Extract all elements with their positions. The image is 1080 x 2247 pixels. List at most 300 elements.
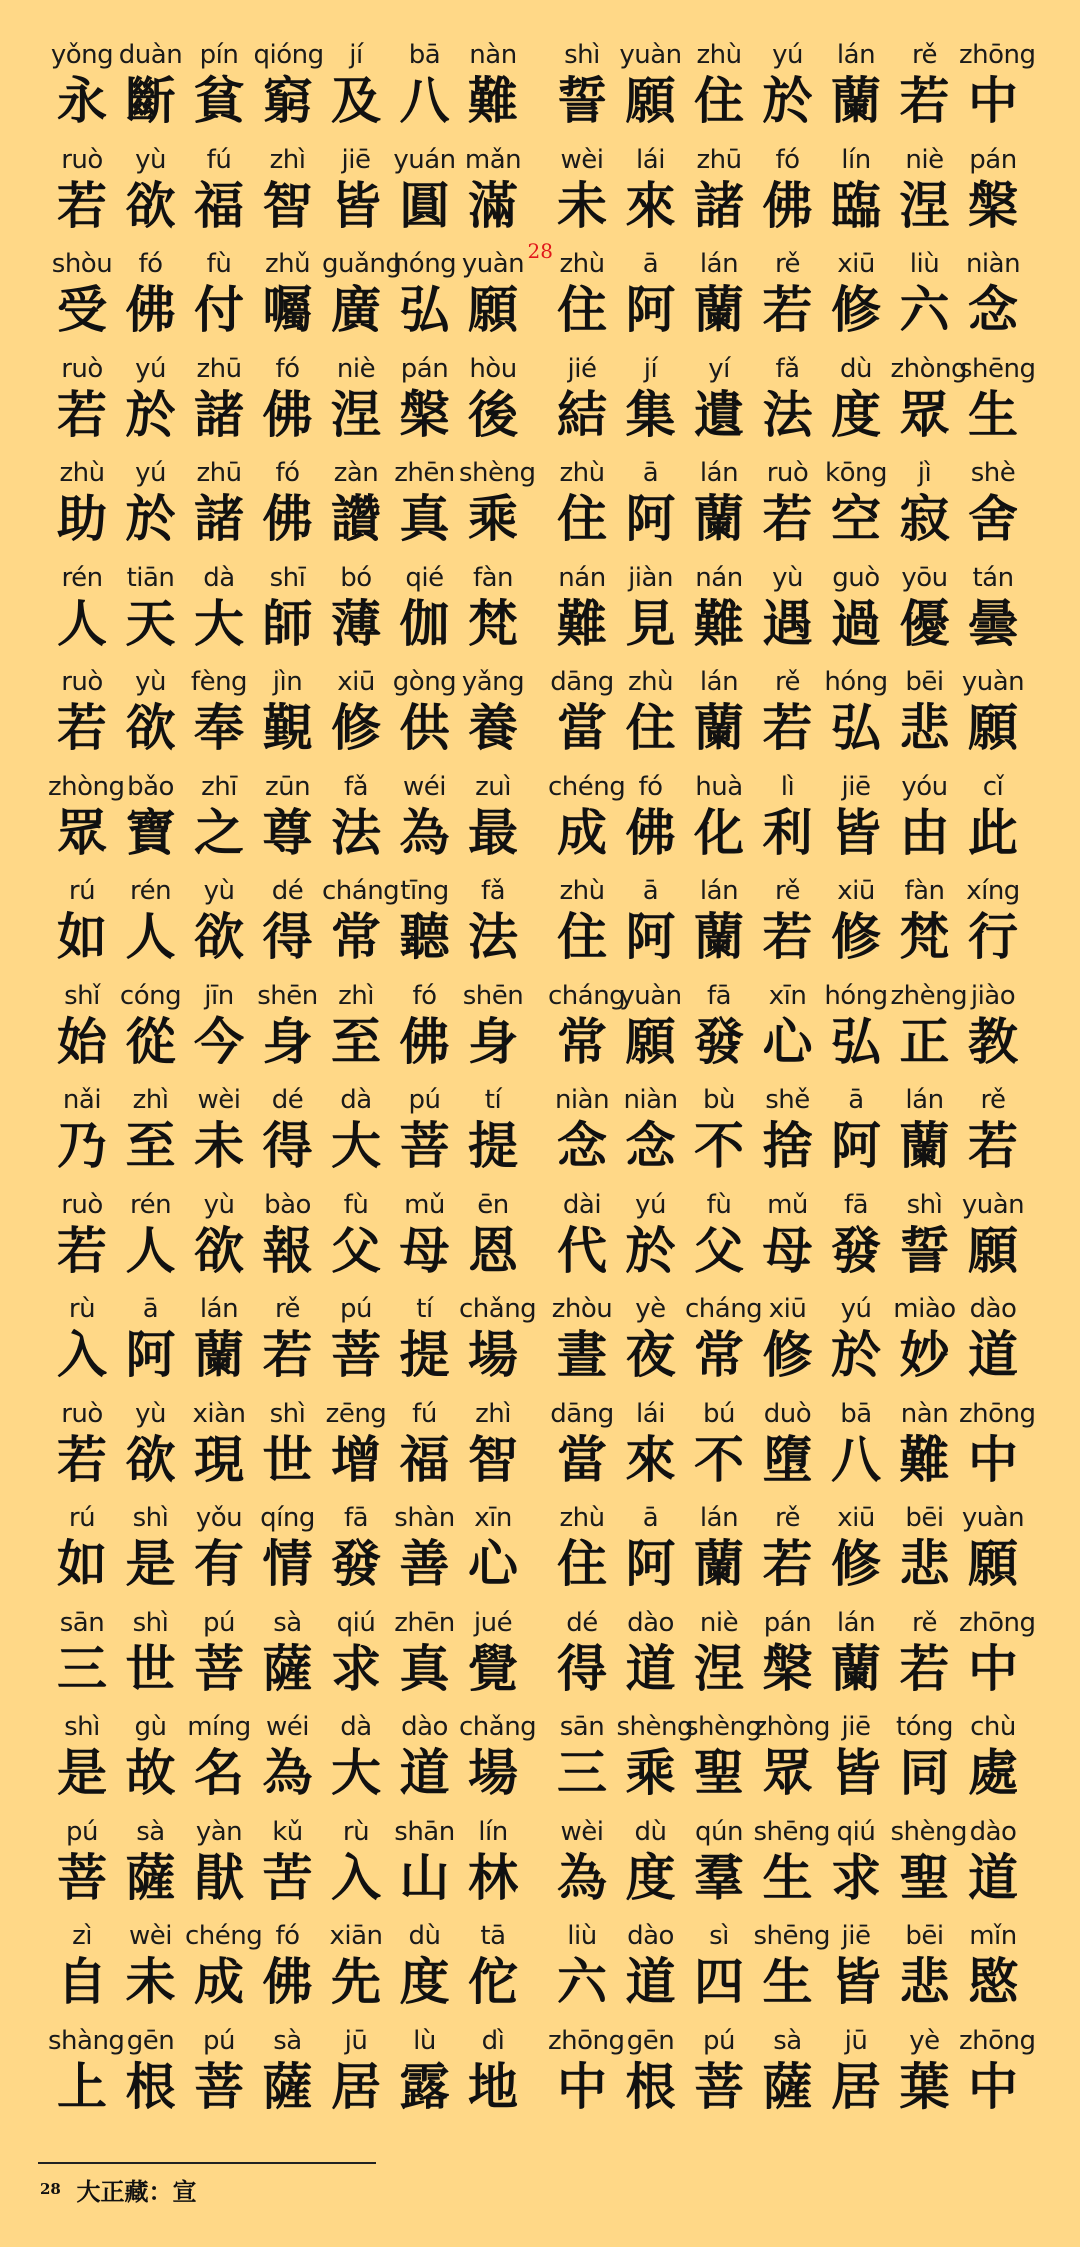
syllable [391, 1919, 459, 2011]
pinyin: yōu [901, 562, 948, 593]
hanzi: 菩 [194, 1639, 244, 1698]
pinyin: zhōng [959, 1398, 1036, 1429]
pinyin: shàn [394, 1503, 455, 1533]
pinyin: dào [401, 1712, 448, 1742]
hanzi: 智 [468, 1430, 518, 1489]
syllable [548, 38, 616, 130]
pinyin: jū [344, 2025, 368, 2056]
hanzi: 住 [557, 490, 607, 548]
hanzi: 欲 [125, 1430, 176, 1489]
pinyin: zhū [196, 353, 242, 384]
hanzi: 由 [899, 803, 950, 862]
hanzi: 佗 [468, 1953, 518, 2011]
pinyin: dé [566, 1607, 598, 1638]
syllable [322, 38, 390, 130]
hanzi: 發 [694, 1012, 744, 1071]
hanzi: 生 [762, 1848, 813, 1907]
pinyin: rú [68, 876, 96, 906]
syllable [48, 1188, 116, 1280]
pinyin: jiē [841, 1921, 871, 1951]
pinyin: míng [187, 1712, 251, 1742]
syllable [185, 456, 253, 548]
pinyin: sà [273, 2025, 302, 2056]
pinyin: nǎi [62, 1085, 102, 1115]
pinyin: bēi [905, 1921, 944, 1951]
pinyin: lán [836, 1607, 876, 1638]
pinyin: yuàn [461, 249, 525, 279]
syllable [322, 1397, 390, 1489]
syllable [459, 1919, 527, 2011]
pinyin: pú [340, 1294, 372, 1324]
hanzi: 人 [125, 1221, 176, 1280]
pinyin: niè [905, 144, 944, 175]
hanzi: 助 [57, 490, 107, 548]
pinyin: bǎo [127, 771, 174, 802]
hanzi: 發 [831, 1221, 881, 1280]
hanzi: 於 [831, 1326, 881, 1384]
hanzi: 難 [557, 594, 607, 653]
pinyin: xiū [837, 1503, 875, 1533]
pinyin: yí [708, 353, 730, 384]
syllable [117, 1815, 185, 1907]
syllable [185, 561, 253, 653]
pinyin: dù [634, 1816, 667, 1847]
hanzi: 從 [125, 1012, 176, 1071]
pinyin: rén [129, 876, 172, 906]
pinyin: rě [911, 1607, 938, 1638]
hanzi: 弘 [399, 281, 450, 339]
pinyin: fù [206, 249, 232, 279]
syllable [822, 1815, 890, 1907]
pinyin: dì [481, 2025, 505, 2056]
hanzi: 不 [694, 1430, 744, 1489]
syllable [459, 979, 527, 1071]
pinyin: nán [695, 562, 743, 593]
syllable [891, 1188, 959, 1280]
pinyin: pán [763, 1607, 812, 1638]
hanzi: 入 [57, 1326, 107, 1384]
hanzi: 未 [125, 1953, 176, 2011]
hanzi: 斷 [125, 72, 176, 130]
hanzi: 諸 [194, 490, 244, 548]
pinyin: rě [774, 667, 801, 697]
syllable [48, 143, 116, 235]
pinyin: rě [774, 1503, 801, 1533]
hanzi: 聽 [399, 908, 450, 966]
pinyin: fù [706, 1189, 732, 1220]
syllable [548, 1606, 616, 1698]
hanzi: 利 [762, 803, 813, 862]
hanzi: 世 [262, 1430, 313, 1489]
hanzi: 滿 [468, 176, 518, 235]
syllable [891, 1606, 959, 1698]
syllable [254, 456, 322, 548]
pinyin: dà [340, 1712, 372, 1742]
hanzi: 圓 [399, 176, 450, 235]
pinyin: shī [269, 562, 306, 593]
pinyin: yuàn [961, 1189, 1025, 1220]
hanzi: 捨 [762, 1117, 813, 1175]
syllable [254, 352, 322, 444]
hanzi: 聖 [899, 1848, 950, 1907]
pinyin: zhēn [394, 458, 455, 488]
hanzi: 來 [625, 1430, 676, 1489]
pinyin: shān [394, 1816, 455, 1847]
hanzi: 晝 [557, 1326, 607, 1384]
pinyin: shèng [459, 458, 536, 488]
pinyin: ruò [61, 144, 103, 175]
syllable [459, 143, 527, 235]
syllable [185, 979, 253, 1071]
pinyin: lì [780, 771, 795, 802]
syllable [754, 1606, 822, 1698]
hanzi: 四 [694, 1953, 744, 2011]
syllable [959, 1501, 1027, 1593]
pinyin: niàn [554, 1085, 610, 1115]
pinyin: jiē [841, 771, 871, 802]
pinyin: lán [699, 458, 739, 488]
syllable [322, 352, 390, 444]
hanzi: 居 [831, 2057, 881, 2116]
syllable [617, 38, 685, 130]
hanzi: 受 [57, 281, 107, 339]
pinyin: fó [775, 144, 800, 175]
hanzi: 蘭 [831, 72, 881, 130]
pinyin: yuàn [619, 40, 682, 70]
pinyin: pín [199, 40, 239, 70]
pinyin: niàn [965, 249, 1021, 279]
pinyin: fú [206, 144, 232, 175]
syllable [254, 143, 322, 235]
syllable [548, 247, 616, 339]
pinyin: dù [408, 1921, 441, 1951]
pinyin: guò [832, 562, 880, 593]
footnote-marker[interactable]: 28 [527, 239, 553, 263]
pinyin: gēn [126, 2025, 175, 2056]
syllable [685, 561, 753, 653]
syllable [959, 456, 1027, 548]
pinyin: cháng [685, 1294, 763, 1324]
pinyin: zhì [338, 980, 374, 1011]
hanzi: 囑 [262, 281, 313, 339]
hanzi: 欲 [194, 908, 244, 966]
syllable [185, 1815, 253, 1907]
hanzi: 住 [557, 281, 607, 339]
syllable [548, 665, 616, 757]
pinyin: shì [269, 1398, 306, 1429]
pinyin: niàn [623, 1085, 678, 1115]
syllable [753, 1815, 831, 1907]
hanzi: 求 [831, 1848, 881, 1907]
syllable [185, 38, 253, 130]
hanzi: 地 [468, 2057, 518, 2116]
syllable [617, 1292, 685, 1384]
hanzi: 集 [625, 385, 676, 444]
pinyin: lán [699, 1503, 739, 1533]
pinyin: dé [271, 1085, 304, 1115]
syllable [822, 1919, 890, 2011]
hanzi: 之 [194, 803, 244, 862]
verse-line [48, 1710, 537, 1815]
hanzi: 廣 [331, 281, 381, 339]
hanzi: 愍 [968, 1953, 1018, 2011]
pinyin: jì [917, 458, 932, 488]
pinyin: ā [642, 876, 659, 906]
pinyin: jiē [841, 1712, 871, 1742]
syllable [322, 1710, 390, 1802]
pinyin: ā [642, 458, 659, 488]
syllable [322, 1501, 390, 1593]
hanzi: 當 [557, 699, 607, 757]
hanzi: 入 [331, 1848, 381, 1907]
hanzi: 世 [125, 1639, 176, 1698]
syllable [685, 143, 753, 235]
hanzi: 未 [194, 1117, 244, 1175]
pinyin: kōng [825, 458, 887, 488]
hanzi: 蘭 [694, 1535, 744, 1593]
syllable [685, 1710, 762, 1802]
pinyin: yuàn [961, 667, 1025, 697]
syllable [617, 1501, 685, 1593]
syllable [254, 665, 322, 757]
syllable [48, 1083, 116, 1175]
pinyin: zhì [132, 1085, 169, 1115]
syllable [891, 1501, 959, 1593]
syllable [685, 1606, 753, 1698]
pinyin: bā [840, 1398, 872, 1429]
pinyin: yú [635, 1189, 666, 1220]
syllable [753, 1919, 831, 2011]
pinyin: shèng [616, 1712, 694, 1742]
pinyin: shǐ [64, 980, 100, 1011]
syllable [117, 247, 185, 339]
pinyin: sà [136, 1816, 165, 1847]
pinyin: pú [703, 2025, 735, 2056]
pinyin: zhòng [753, 1712, 831, 1742]
hanzi: 中 [968, 1430, 1018, 1489]
syllable [685, 1501, 753, 1593]
hanzi: 遺 [694, 385, 744, 444]
syllable [391, 456, 459, 548]
syllable [459, 1083, 527, 1175]
syllable [391, 2024, 459, 2116]
syllable [685, 1815, 753, 1907]
syllable [391, 1606, 459, 1698]
hanzi: 窮 [262, 72, 313, 130]
hanzi: 始 [57, 1012, 107, 1071]
syllable [685, 247, 753, 339]
syllable [685, 38, 753, 130]
syllable [548, 1083, 616, 1175]
pinyin: chù [970, 1712, 1016, 1742]
hanzi: 菩 [194, 2057, 244, 2116]
syllable [185, 1710, 253, 1802]
hanzi: 場 [468, 1326, 518, 1384]
hanzi: 貧 [194, 72, 244, 130]
hanzi: 若 [57, 699, 107, 757]
hanzi: 未 [557, 176, 607, 235]
syllable [117, 1606, 185, 1698]
syllable [548, 1292, 616, 1384]
hanzi: 生 [762, 1953, 813, 2011]
syllable [616, 1710, 694, 1802]
pinyin: fàn [904, 876, 945, 906]
hanzi: 六 [899, 281, 950, 339]
pinyin: jū [844, 2025, 868, 2056]
syllable [391, 247, 459, 339]
syllable [459, 38, 527, 130]
hanzi: 若 [57, 1221, 107, 1280]
pinyin: jīn [204, 980, 234, 1011]
syllable [754, 1188, 822, 1280]
pinyin: liù [909, 249, 940, 279]
pinyin: fèng [190, 667, 248, 697]
syllable [48, 1501, 116, 1593]
hanzi: 蘭 [194, 1326, 244, 1384]
syllable [891, 2024, 959, 2116]
hanzi: 蘭 [899, 1117, 950, 1175]
hanzi: 六 [557, 1953, 607, 2011]
hanzi: 至 [125, 1117, 176, 1175]
pinyin: qiú [836, 1816, 876, 1847]
syllable [459, 874, 527, 966]
syllable [254, 1083, 322, 1175]
hanzi: 成 [557, 803, 607, 862]
syllable [891, 143, 959, 235]
syllable [48, 2024, 125, 2116]
pinyin: shēng [753, 1816, 831, 1847]
pinyin: wéi [403, 771, 446, 802]
hanzi: 涅 [331, 385, 381, 444]
hanzi: 皆 [831, 803, 881, 862]
hanzi: 若 [57, 385, 107, 444]
hanzi: 菩 [331, 1326, 381, 1384]
pinyin: tí [416, 1294, 433, 1324]
pinyin: fó [638, 771, 663, 802]
hanzi: 母 [762, 1221, 813, 1280]
pinyin: zhōng [959, 1607, 1036, 1638]
hanzi: 舍 [968, 490, 1018, 548]
pinyin: xiū [837, 876, 875, 906]
hanzi: 寶 [125, 803, 176, 862]
syllable [617, 1397, 685, 1489]
hanzi: 願 [968, 1221, 1018, 1280]
hanzi: 福 [399, 1430, 450, 1489]
syllable [254, 1501, 322, 1593]
syllable [48, 561, 116, 653]
pinyin: dāng [550, 1398, 614, 1429]
syllable [548, 770, 626, 862]
syllable [459, 456, 536, 548]
syllable [391, 874, 459, 966]
pinyin: xīn [768, 980, 807, 1011]
hanzi: 過 [831, 594, 881, 653]
pinyin: hóng [392, 249, 457, 279]
pinyin: dài [562, 1189, 602, 1220]
hanzi: 念 [557, 1117, 607, 1175]
hanzi: 法 [762, 385, 813, 444]
verse-line [548, 1815, 1028, 1920]
hanzi: 道 [968, 1848, 1018, 1907]
hanzi: 猒 [194, 1848, 244, 1907]
hanzi: 曇 [968, 594, 1018, 653]
hanzi: 為 [262, 1744, 313, 1802]
hanzi: 養 [468, 699, 518, 757]
hanzi: 法 [468, 908, 518, 966]
syllable [48, 665, 116, 757]
hanzi: 菩 [694, 2057, 744, 2116]
hanzi: 欲 [194, 1221, 244, 1280]
syllable [822, 1710, 890, 1802]
syllable [822, 1397, 890, 1489]
syllable [685, 1919, 753, 2011]
hanzi: 念 [625, 1117, 676, 1175]
syllable [391, 1815, 459, 1907]
pinyin: huà [695, 771, 743, 802]
hanzi: 欲 [125, 699, 176, 757]
pinyin: ruò [61, 1398, 103, 1429]
syllable [117, 665, 185, 757]
syllable [548, 352, 616, 444]
hanzi: 悲 [899, 699, 950, 757]
hanzi: 得 [262, 1117, 313, 1175]
pinyin: fǎ [343, 771, 369, 802]
syllable [822, 143, 890, 235]
pinyin: zì [72, 1921, 92, 1951]
pinyin: fàn [472, 562, 514, 593]
hanzi: 覲 [262, 699, 313, 757]
hanzi: 中 [968, 2057, 1018, 2116]
pinyin: mǐn [969, 1921, 1017, 1951]
hanzi: 眾 [762, 1744, 813, 1802]
syllable [48, 1815, 116, 1907]
verse-line [548, 979, 1028, 1084]
syllable [890, 979, 968, 1071]
syllable [322, 1606, 390, 1698]
syllable [322, 874, 400, 966]
verse-line [48, 2024, 528, 2129]
syllable [617, 1606, 685, 1698]
syllable [548, 1815, 616, 1907]
syllable [548, 456, 616, 548]
hanzi: 佛 [262, 385, 313, 444]
pinyin: shè [970, 458, 1016, 488]
syllable [891, 1919, 959, 2011]
hanzi: 若 [762, 281, 813, 339]
syllable [254, 561, 322, 653]
hanzi: 若 [899, 72, 950, 130]
hanzi: 增 [331, 1430, 381, 1489]
pinyin: bù [703, 1085, 735, 1115]
footnote-number: 28 [40, 2179, 61, 2198]
hanzi: 若 [762, 490, 813, 548]
syllable [459, 1292, 537, 1384]
pinyin: shēn [257, 980, 318, 1011]
pinyin: zhù [627, 667, 674, 697]
pinyin: yú [772, 40, 803, 70]
hanzi: 佛 [125, 281, 176, 339]
hanzi: 八 [831, 1430, 881, 1489]
pinyin: jué [473, 1607, 513, 1638]
hanzi: 提 [468, 1117, 518, 1175]
pinyin: zhòu [551, 1294, 613, 1324]
hanzi: 場 [468, 1744, 518, 1802]
verse-line [48, 1919, 528, 2024]
pinyin: wèi [560, 144, 604, 175]
pinyin: kǔ [272, 1816, 303, 1847]
pinyin: ā [642, 249, 659, 279]
hanzi: 眾 [899, 385, 950, 444]
